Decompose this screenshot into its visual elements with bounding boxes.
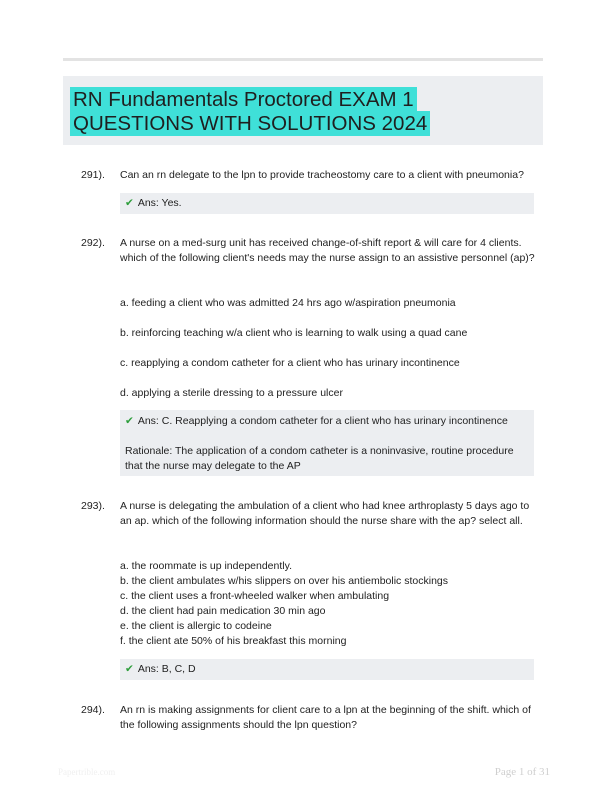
question-number: 293).: [81, 500, 105, 512]
option-a: a. the roommate is up independently.: [120, 560, 292, 572]
question-number: 291).: [81, 169, 105, 181]
answer-box: [120, 193, 534, 214]
option-c: c. reapplying a condom catheter for a client who has urinary incontinence: [120, 357, 460, 369]
option-b: b. the client ambulates w/his slippers on over his antiembolic stockings: [120, 575, 448, 587]
check-icon: ✔: [125, 415, 134, 427]
top-divider: [63, 58, 543, 61]
question-text: Can an rn delegate to the lpn to provide tracheostomy care to a client with pneumonia?: [120, 169, 524, 181]
check-icon: ✔: [125, 663, 134, 675]
answer-box: [120, 659, 534, 680]
answer-text: Ans: C. Reapplying a condom catheter for a client who has urinary incontinence: [137, 415, 508, 427]
question-text: An rn is making assignments for client care to a lpn at the beginning of the shift. which of the following assignments should the lpn question?: [120, 704, 531, 731]
option-d: d. the client had pain medication 30 min ago: [120, 605, 326, 617]
page-title-line2: QUESTIONS WITH SOLUTIONS 2024: [70, 111, 430, 136]
answer-box: [120, 410, 534, 476]
page-number: Page 1 of 31: [494, 766, 550, 778]
answer-text: Ans: Yes.: [137, 197, 182, 209]
page-title-line1: RN Fundamentals Proctored EXAM 1: [70, 87, 417, 112]
option-d: d. applying a sterile dressing to a pressure ulcer: [120, 387, 343, 399]
question-number: 292).: [81, 237, 105, 249]
footer-watermark: Papertrible.com: [58, 767, 116, 777]
option-b: b. reinforcing teaching w/a client who is learning to walk using a quad cane: [120, 327, 468, 339]
option-f: f. the client ate 50% of his breakfast this morning: [120, 635, 347, 647]
question-text: A nurse is delegating the ambulation of a client who had knee arthroplasty 5 days ago to an ap. which of the following information should the nurse share with the ap? select all.: [120, 500, 530, 527]
option-a: a. feeding a client who was admitted 24 hrs ago w/aspiration pneumonia: [120, 297, 456, 309]
question-text: A nurse on a med-surg unit has received change-of-shift report & will care for 4 clients. which of the following client's needs may the nurse assign to an assistive personnel (ap)?: [120, 237, 535, 264]
check-icon: ✔: [125, 197, 134, 209]
option-c: c. the client uses a front-wheeled walker when ambulating: [120, 590, 390, 602]
rationale-text: Rationale: The application of a condom catheter is a noninvasive, routine procedure that the nurse may delegate to the AP: [125, 445, 514, 472]
answer-text: Ans: B, C, D: [137, 663, 196, 675]
question-number: 294).: [81, 704, 105, 716]
option-e: e. the client is allergic to codeine: [120, 620, 272, 632]
